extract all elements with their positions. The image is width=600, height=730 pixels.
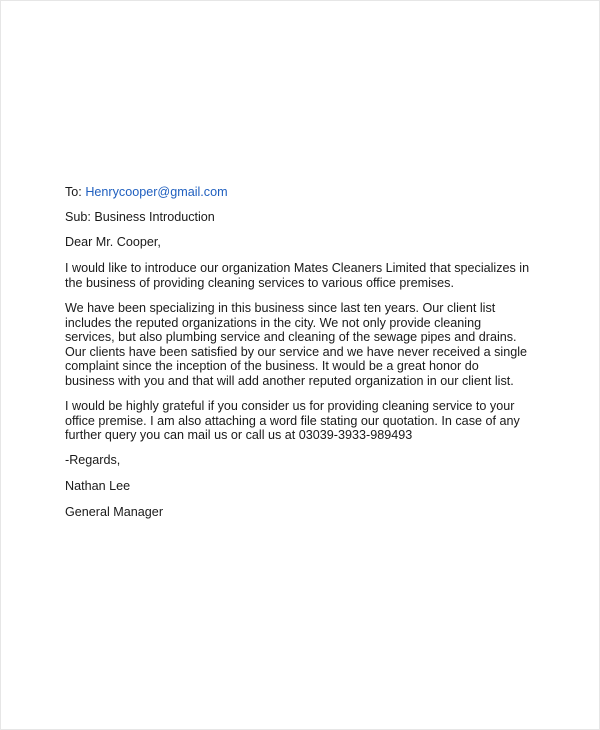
to-label: To: (65, 185, 82, 199)
closing: -Regards, (65, 453, 121, 468)
text-line: We have been specializing in this business since last ten years. Our client list (65, 300, 496, 315)
text-line: Our clients have been satisfied by our service and we have never received a single (65, 344, 528, 359)
paragraph-experience (65, 301, 545, 389)
text-line: further query you can mail us or call us at 03039-3933-989493 (65, 428, 413, 443)
subject-line: Sub: Business Introduction (65, 210, 215, 225)
letter-body (65, 185, 545, 519)
signer-title: General Manager (65, 504, 164, 519)
text-line: complaint since the inception of the business. It would be a great honor do (65, 359, 479, 374)
text-line: I would like to introduce our organization Mates Cleaners Limited that specializes in (65, 261, 530, 276)
paragraph-introduction (65, 261, 545, 290)
text-line: I would be highly grateful if you consider us for providing cleaning service to your (65, 399, 515, 414)
text-line: includes the reputed organizations in the city. We not only provide cleaning (65, 315, 482, 330)
salutation: Dear Mr. Cooper, (65, 235, 161, 250)
recipient-line (65, 185, 545, 200)
text-line: business with you and that will add another reputed organization in our client list. (65, 373, 514, 388)
paragraph-request (65, 399, 545, 443)
text-line: the business of providing cleaning services to various office premises. (65, 275, 454, 290)
text-line: services, but also plumbing service and cleaning of the sewage pipes and drains. (65, 330, 517, 345)
signer-name: Nathan Lee (65, 478, 131, 493)
recipient-email-link[interactable]: Henrycooper@gmail.com (85, 185, 228, 199)
text-line: office premise. I am also attaching a word file stating our quotation. In case of any (65, 413, 520, 428)
